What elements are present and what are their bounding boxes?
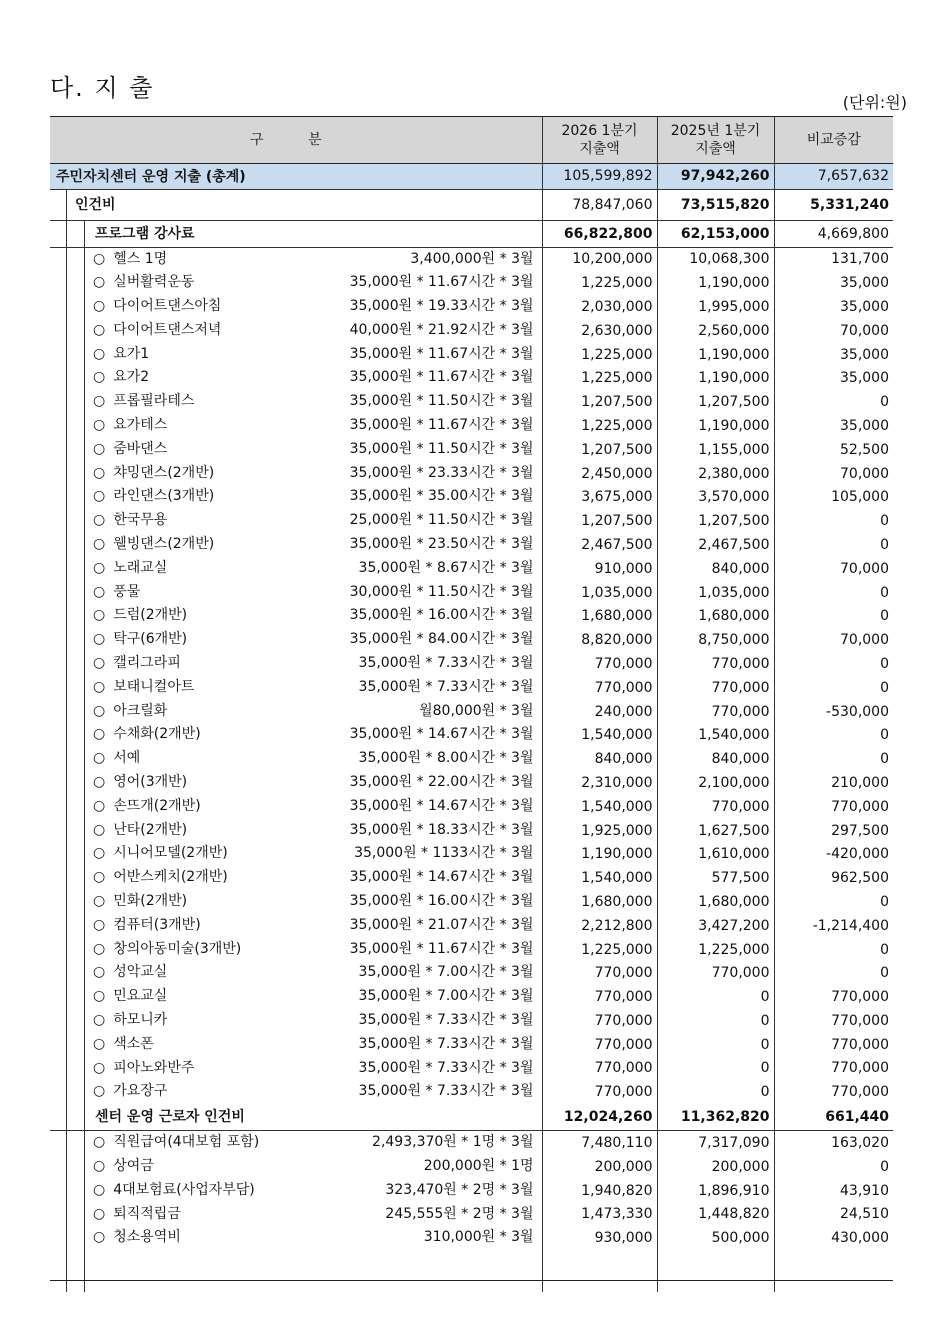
item-diff: -1,214,400 bbox=[774, 914, 893, 938]
item-2026: 1,225,000 bbox=[542, 271, 657, 295]
item-name: ○ 어반스케치(2개반) bbox=[93, 866, 228, 890]
item-calculation: 월80,000원 * 3월 bbox=[419, 702, 534, 719]
item-diff: -420,000 bbox=[774, 842, 893, 866]
table-row bbox=[50, 628, 893, 652]
item-name: ○ 헬스 1명 bbox=[93, 248, 167, 272]
item-name: ○ 캘리그라피 bbox=[93, 652, 181, 676]
item-2025: 577,500 bbox=[657, 866, 774, 890]
table-row bbox=[50, 961, 893, 985]
item-diff: 70,000 bbox=[774, 462, 893, 486]
item-name: ○ 가요장구 bbox=[93, 1080, 167, 1104]
item-name: ○ 요가2 bbox=[93, 366, 149, 390]
item-diff: 430,000 bbox=[774, 1226, 893, 1250]
table-row bbox=[50, 581, 893, 605]
item-name: ○ 난타(2개반) bbox=[93, 819, 187, 843]
item-2026: 1,925,000 bbox=[542, 819, 657, 843]
table-row bbox=[50, 438, 893, 462]
item-diff: 0 bbox=[774, 390, 893, 414]
item-diff: 770,000 bbox=[774, 985, 893, 1009]
item-calculation: 35,000원 * 11.50시간 * 3월 bbox=[349, 440, 534, 457]
item-diff: 770,000 bbox=[774, 1057, 893, 1081]
item-diff: 0 bbox=[774, 676, 893, 700]
table-row bbox=[50, 247, 893, 271]
item-calculation: 35,000원 * 11.67시간 * 3월 bbox=[349, 369, 534, 386]
item-diff: 962,500 bbox=[774, 866, 893, 890]
program-label: 프로그램 강사료 bbox=[84, 221, 542, 247]
item-2025: 1,190,000 bbox=[657, 366, 774, 390]
item-2026: 3,675,000 bbox=[542, 485, 657, 509]
item-diff: 70,000 bbox=[774, 557, 893, 581]
item-2025: 3,427,200 bbox=[657, 914, 774, 938]
item-2026: 7,480,110 bbox=[542, 1131, 657, 1155]
item-2025: 1,190,000 bbox=[657, 414, 774, 438]
item-2025: 770,000 bbox=[657, 652, 774, 676]
item-2026: 770,000 bbox=[542, 676, 657, 700]
item-2026: 1,940,820 bbox=[542, 1179, 657, 1203]
item-2026: 930,000 bbox=[542, 1226, 657, 1250]
item-name: ○ 아크릴화 bbox=[93, 700, 167, 724]
item-2025: 1,190,000 bbox=[657, 271, 774, 295]
item-calculation: 35,000원 * 7.33시간 * 3월 bbox=[358, 1035, 534, 1052]
item-diff: 770,000 bbox=[774, 795, 893, 819]
personnel-2026: 78,847,060 bbox=[542, 189, 657, 220]
item-diff: 770,000 bbox=[774, 1080, 893, 1104]
item-2026: 2,467,500 bbox=[542, 533, 657, 557]
item-2026: 1,225,000 bbox=[542, 938, 657, 962]
header-2025: 2025년 1분기 지출액 bbox=[657, 117, 774, 163]
item-name: ○ 라인댄스(3개반) bbox=[93, 485, 214, 509]
personnel-2025: 73,515,820 bbox=[657, 189, 774, 220]
item-name: ○ 노래교실 bbox=[93, 557, 167, 581]
table-row bbox=[50, 557, 893, 581]
item-calculation: 35,000원 * 16.00시간 * 3월 bbox=[349, 607, 534, 624]
table-row bbox=[50, 1057, 893, 1081]
item-calculation: 25,000원 * 11.50시간 * 3월 bbox=[349, 512, 534, 529]
total-2026: 105,599,892 bbox=[542, 163, 657, 189]
table-row bbox=[50, 271, 893, 295]
item-2026: 770,000 bbox=[542, 652, 657, 676]
table-row bbox=[50, 700, 893, 724]
item-2025: 0 bbox=[657, 1057, 774, 1081]
item-name: ○ 다이어트댄스저녁 bbox=[93, 319, 221, 343]
table-row bbox=[50, 1131, 893, 1155]
table-row bbox=[50, 1179, 893, 1203]
item-name: ○ 퇴직적립금 bbox=[93, 1203, 181, 1227]
item-calculation: 35,000원 * 18.33시간 * 3월 bbox=[349, 821, 534, 838]
item-diff: 35,000 bbox=[774, 414, 893, 438]
item-2025: 770,000 bbox=[657, 676, 774, 700]
item-2025: 0 bbox=[657, 1009, 774, 1033]
personnel-diff: 5,331,240 bbox=[774, 189, 893, 220]
item-2025: 1,190,000 bbox=[657, 343, 774, 367]
table-row bbox=[50, 1009, 893, 1033]
item-name: ○ 탁구(6개반) bbox=[93, 628, 187, 652]
item-calculation: 35,000원 * 11.67시간 * 3월 bbox=[349, 417, 534, 434]
table-row bbox=[50, 890, 893, 914]
item-2026: 1,207,500 bbox=[542, 438, 657, 462]
table-row bbox=[50, 604, 893, 628]
item-diff: 210,000 bbox=[774, 771, 893, 795]
item-calculation: 35,000원 * 7.33시간 * 3월 bbox=[358, 678, 534, 695]
item-calculation: 35,000원 * 84.00시간 * 3월 bbox=[349, 631, 534, 648]
expenditure-sheet bbox=[50, 116, 893, 1281]
table-row bbox=[50, 1080, 893, 1104]
staff-row bbox=[50, 1104, 893, 1131]
item-name: ○ 영어(3개반) bbox=[93, 771, 187, 795]
item-2026: 1,190,000 bbox=[542, 842, 657, 866]
item-2025: 1,896,910 bbox=[657, 1179, 774, 1203]
item-name: ○ 컴퓨터(3개반) bbox=[93, 914, 201, 938]
item-2026: 1,540,000 bbox=[542, 723, 657, 747]
item-diff: 24,510 bbox=[774, 1203, 893, 1227]
item-name: ○ 웰빙댄스(2개반) bbox=[93, 533, 214, 557]
item-2026: 2,450,000 bbox=[542, 462, 657, 486]
item-2025: 1,448,820 bbox=[657, 1203, 774, 1227]
item-calculation: 3,400,000원 * 3월 bbox=[410, 250, 534, 267]
personnel-row bbox=[50, 189, 893, 220]
table-row bbox=[50, 533, 893, 557]
item-2026: 1,680,000 bbox=[542, 890, 657, 914]
header-2026: 2026 1분기 지출액 bbox=[542, 117, 657, 163]
item-name: ○ 보태니컬아트 bbox=[93, 676, 194, 700]
item-name: ○ 민요교실 bbox=[93, 985, 167, 1009]
item-diff: 0 bbox=[774, 533, 893, 557]
table-row bbox=[50, 295, 893, 319]
item-diff: 35,000 bbox=[774, 295, 893, 319]
item-calculation: 35,000원 * 8.67시간 * 3월 bbox=[358, 559, 534, 576]
staff-label: 센터 운영 근로자 인건비 bbox=[84, 1104, 542, 1130]
item-diff: 70,000 bbox=[774, 319, 893, 343]
item-2025: 2,100,000 bbox=[657, 771, 774, 795]
table-row bbox=[50, 1203, 893, 1227]
table-row bbox=[50, 723, 893, 747]
item-diff: 35,000 bbox=[774, 343, 893, 367]
item-2025: 1,680,000 bbox=[657, 604, 774, 628]
item-2025: 1,225,000 bbox=[657, 938, 774, 962]
item-name: ○ 요가테스 bbox=[93, 414, 167, 438]
item-calculation: 35,000원 * 22.00시간 * 3월 bbox=[349, 774, 534, 791]
item-calculation: 323,470원 * 2명 * 3월 bbox=[385, 1181, 534, 1198]
item-2025: 840,000 bbox=[657, 557, 774, 581]
item-2026: 1,473,330 bbox=[542, 1203, 657, 1227]
item-2026: 840,000 bbox=[542, 747, 657, 771]
table-row bbox=[50, 1033, 893, 1057]
item-calculation: 35,000원 * 14.67시간 * 3월 bbox=[349, 869, 534, 886]
item-diff: 770,000 bbox=[774, 1033, 893, 1057]
item-calculation: 40,000원 * 21.92시간 * 3월 bbox=[349, 321, 534, 338]
item-name: ○ 색소폰 bbox=[93, 1033, 154, 1057]
item-name: ○ 하모니카 bbox=[93, 1009, 167, 1033]
item-2026: 2,630,000 bbox=[542, 319, 657, 343]
staff-2026: 12,024,260 bbox=[542, 1104, 657, 1131]
table-row bbox=[50, 914, 893, 938]
item-2025: 1,680,000 bbox=[657, 890, 774, 914]
item-calculation: 35,000원 * 1133시간 * 3월 bbox=[354, 845, 534, 862]
item-2026: 1,207,500 bbox=[542, 390, 657, 414]
item-2025: 1,207,500 bbox=[657, 509, 774, 533]
table-row bbox=[50, 938, 893, 962]
item-diff: 0 bbox=[774, 961, 893, 985]
item-name: ○ 청소용역비 bbox=[93, 1226, 181, 1250]
item-2026: 2,310,000 bbox=[542, 771, 657, 795]
table-row bbox=[50, 390, 893, 414]
item-diff: 0 bbox=[774, 509, 893, 533]
program-row bbox=[50, 220, 893, 247]
item-calculation: 35,000원 * 19.33시간 * 3월 bbox=[349, 298, 534, 315]
item-calculation: 35,000원 * 11.50시간 * 3월 bbox=[349, 393, 534, 410]
item-2026: 240,000 bbox=[542, 700, 657, 724]
item-2025: 200,000 bbox=[657, 1155, 774, 1179]
item-calculation: 35,000원 * 14.67시간 * 3월 bbox=[349, 797, 534, 814]
table-row bbox=[50, 343, 893, 367]
personnel-label: 인건비 bbox=[66, 190, 542, 220]
total-row bbox=[50, 163, 893, 189]
item-2025: 1,995,000 bbox=[657, 295, 774, 319]
item-name: ○ 줌바댄스 bbox=[93, 438, 167, 462]
item-calculation: 35,000원 * 11.67시간 * 3월 bbox=[349, 274, 534, 291]
table-row bbox=[50, 842, 893, 866]
item-2026: 770,000 bbox=[542, 985, 657, 1009]
item-name: ○ 풍물 bbox=[93, 581, 140, 605]
item-2025: 1,627,500 bbox=[657, 819, 774, 843]
item-name: ○ 성악교실 bbox=[93, 961, 167, 985]
item-2026: 770,000 bbox=[542, 961, 657, 985]
item-2026: 200,000 bbox=[542, 1155, 657, 1179]
item-2025: 770,000 bbox=[657, 795, 774, 819]
item-calculation: 35,000원 * 11.67시간 * 3월 bbox=[349, 940, 534, 957]
item-calculation: 35,000원 * 7.00시간 * 3월 bbox=[358, 988, 534, 1005]
item-calculation: 35,000원 * 35.00시간 * 3월 bbox=[349, 488, 534, 505]
item-calculation: 35,000원 * 7.33시간 * 3월 bbox=[358, 1012, 534, 1028]
program-2026: 66,822,800 bbox=[542, 220, 657, 247]
table-row bbox=[50, 652, 893, 676]
item-2025: 3,570,000 bbox=[657, 485, 774, 509]
item-2026: 1,207,500 bbox=[542, 509, 657, 533]
table-row bbox=[50, 866, 893, 890]
item-diff: 163,020 bbox=[774, 1131, 893, 1155]
item-calculation: 35,000원 * 11.67시간 * 3월 bbox=[349, 345, 534, 362]
total-diff: 7,657,632 bbox=[774, 163, 893, 189]
item-diff: 35,000 bbox=[774, 271, 893, 295]
unit-label: (단위:원) bbox=[842, 93, 907, 112]
section-title: 다. 지 출 bbox=[50, 74, 155, 102]
item-2026: 910,000 bbox=[542, 557, 657, 581]
item-2026: 8,820,000 bbox=[542, 628, 657, 652]
table-row bbox=[50, 985, 893, 1009]
item-2026: 1,540,000 bbox=[542, 866, 657, 890]
item-2025: 770,000 bbox=[657, 700, 774, 724]
item-diff: -530,000 bbox=[774, 700, 893, 724]
item-diff: 0 bbox=[774, 1155, 893, 1179]
item-diff: 105,000 bbox=[774, 485, 893, 509]
item-2025: 0 bbox=[657, 1080, 774, 1104]
header-category: 구 분 bbox=[50, 117, 542, 163]
item-name: ○ 수채화(2개반) bbox=[93, 723, 201, 747]
item-diff: 70,000 bbox=[774, 628, 893, 652]
item-2025: 500,000 bbox=[657, 1226, 774, 1250]
item-name: ○ 시니어모델(2개반) bbox=[93, 842, 228, 866]
staff-diff: 661,440 bbox=[774, 1104, 893, 1131]
item-diff: 0 bbox=[774, 581, 893, 605]
item-2025: 1,207,500 bbox=[657, 390, 774, 414]
item-name: ○ 창의아동미술(3개반) bbox=[93, 938, 241, 962]
item-name: ○ 민화(2개반) bbox=[93, 890, 187, 914]
item-2025: 1,155,000 bbox=[657, 438, 774, 462]
table-row bbox=[50, 676, 893, 700]
item-2026: 2,212,800 bbox=[542, 914, 657, 938]
table-row bbox=[50, 771, 893, 795]
item-name: ○ 피아노와반주 bbox=[93, 1057, 194, 1081]
item-2026: 10,200,000 bbox=[542, 247, 657, 271]
item-2025: 7,317,090 bbox=[657, 1131, 774, 1155]
item-calculation: 35,000원 * 7.33시간 * 3월 bbox=[358, 1083, 534, 1100]
item-calculation: 245,555원 * 2명 * 3월 bbox=[385, 1205, 534, 1222]
item-2026: 1,540,000 bbox=[542, 795, 657, 819]
item-diff: 0 bbox=[774, 604, 893, 628]
item-2025: 8,750,000 bbox=[657, 628, 774, 652]
item-name: ○ 챠밍댄스(2개반) bbox=[93, 462, 214, 486]
item-diff: 35,000 bbox=[774, 366, 893, 390]
item-diff: 43,910 bbox=[774, 1179, 893, 1203]
total-label: 주민자치센터 운영 지출 (총계) bbox=[56, 169, 246, 185]
table-row bbox=[50, 1155, 893, 1179]
item-name: ○ 4대보험료(사업자부담) bbox=[93, 1179, 255, 1203]
item-2025: 0 bbox=[657, 985, 774, 1009]
item-2026: 2,030,000 bbox=[542, 295, 657, 319]
item-name: ○ 직원급여(4대보험 포함) bbox=[93, 1131, 259, 1155]
item-name: ○ 드럼(2개반) bbox=[93, 604, 187, 628]
table-bottom-border bbox=[50, 1280, 893, 1281]
item-name: ○ 손뜨개(2개반) bbox=[93, 795, 201, 819]
item-diff: 52,500 bbox=[774, 438, 893, 462]
item-calculation: 35,000원 * 7.33시간 * 3월 bbox=[358, 1059, 534, 1076]
header-diff: 비교증감 bbox=[774, 117, 893, 163]
table-row bbox=[50, 1226, 893, 1250]
item-calculation: 35,000원 * 8.00시간 * 3월 bbox=[358, 750, 534, 767]
item-diff: 0 bbox=[774, 747, 893, 771]
item-calculation: 35,000원 * 7.00시간 * 3월 bbox=[358, 964, 534, 981]
item-2025: 1,610,000 bbox=[657, 842, 774, 866]
item-calculation: 35,000원 * 7.33시간 * 3월 bbox=[358, 655, 534, 672]
item-2026: 1,225,000 bbox=[542, 414, 657, 438]
staff-2025: 11,362,820 bbox=[657, 1104, 774, 1131]
item-calculation: 310,000원 * 3월 bbox=[423, 1229, 534, 1246]
item-diff: 0 bbox=[774, 890, 893, 914]
item-diff: 0 bbox=[774, 652, 893, 676]
item-2025: 0 bbox=[657, 1033, 774, 1057]
table-header-row bbox=[50, 117, 893, 163]
table-body bbox=[50, 163, 893, 1292]
item-2025: 2,560,000 bbox=[657, 319, 774, 343]
item-calculation: 2,493,370원 * 1명 * 3월 bbox=[372, 1134, 534, 1151]
expenditure-table bbox=[50, 117, 893, 1292]
item-2026: 1,035,000 bbox=[542, 581, 657, 605]
item-calculation: 35,000원 * 23.33시간 * 3월 bbox=[349, 464, 534, 481]
item-2026: 770,000 bbox=[542, 1057, 657, 1081]
empty-row bbox=[50, 1250, 893, 1292]
table-row bbox=[50, 795, 893, 819]
item-2025: 2,380,000 bbox=[657, 462, 774, 486]
table-row bbox=[50, 747, 893, 771]
item-diff: 131,700 bbox=[774, 247, 893, 271]
item-2026: 1,225,000 bbox=[542, 343, 657, 367]
table-row bbox=[50, 819, 893, 843]
item-2025: 840,000 bbox=[657, 747, 774, 771]
item-name: ○ 실버활력운동 bbox=[93, 271, 194, 295]
item-name: ○ 서예 bbox=[93, 747, 140, 771]
item-2025: 770,000 bbox=[657, 961, 774, 985]
item-2026: 1,225,000 bbox=[542, 366, 657, 390]
item-2026: 770,000 bbox=[542, 1080, 657, 1104]
item-name: ○ 상여금 bbox=[93, 1155, 154, 1179]
item-diff: 0 bbox=[774, 723, 893, 747]
item-calculation: 30,000원 * 11.50시간 * 3월 bbox=[349, 583, 534, 600]
table-row bbox=[50, 485, 893, 509]
item-diff: 0 bbox=[774, 938, 893, 962]
item-calculation: 200,000원 * 1명 bbox=[423, 1157, 534, 1174]
item-diff: 770,000 bbox=[774, 1009, 893, 1033]
item-name: ○ 프롭필라테스 bbox=[93, 390, 194, 414]
table-row bbox=[50, 366, 893, 390]
item-diff: 297,500 bbox=[774, 819, 893, 843]
program-2025: 62,153,000 bbox=[657, 220, 774, 247]
program-diff: 4,669,800 bbox=[774, 220, 893, 247]
item-calculation: 35,000원 * 14.67시간 * 3월 bbox=[349, 726, 534, 743]
item-2026: 770,000 bbox=[542, 1033, 657, 1057]
item-calculation: 35,000원 * 23.50시간 * 3월 bbox=[349, 536, 534, 553]
item-name: ○ 요가1 bbox=[93, 343, 149, 367]
item-2025: 1,540,000 bbox=[657, 723, 774, 747]
total-2025: 97,942,260 bbox=[657, 163, 774, 189]
table-row bbox=[50, 319, 893, 343]
table-row bbox=[50, 414, 893, 438]
item-2025: 10,068,300 bbox=[657, 247, 774, 271]
item-calculation: 35,000원 * 21.07시간 * 3월 bbox=[349, 916, 534, 933]
item-2026: 770,000 bbox=[542, 1009, 657, 1033]
item-2025: 1,035,000 bbox=[657, 581, 774, 605]
item-2026: 1,680,000 bbox=[542, 604, 657, 628]
table-row bbox=[50, 509, 893, 533]
item-name: ○ 한국무용 bbox=[93, 509, 167, 533]
item-2025: 2,467,500 bbox=[657, 533, 774, 557]
table-row bbox=[50, 462, 893, 486]
item-name: ○ 다이어트댄스아침 bbox=[93, 295, 221, 319]
item-calculation: 35,000원 * 16.00시간 * 3월 bbox=[349, 893, 534, 910]
